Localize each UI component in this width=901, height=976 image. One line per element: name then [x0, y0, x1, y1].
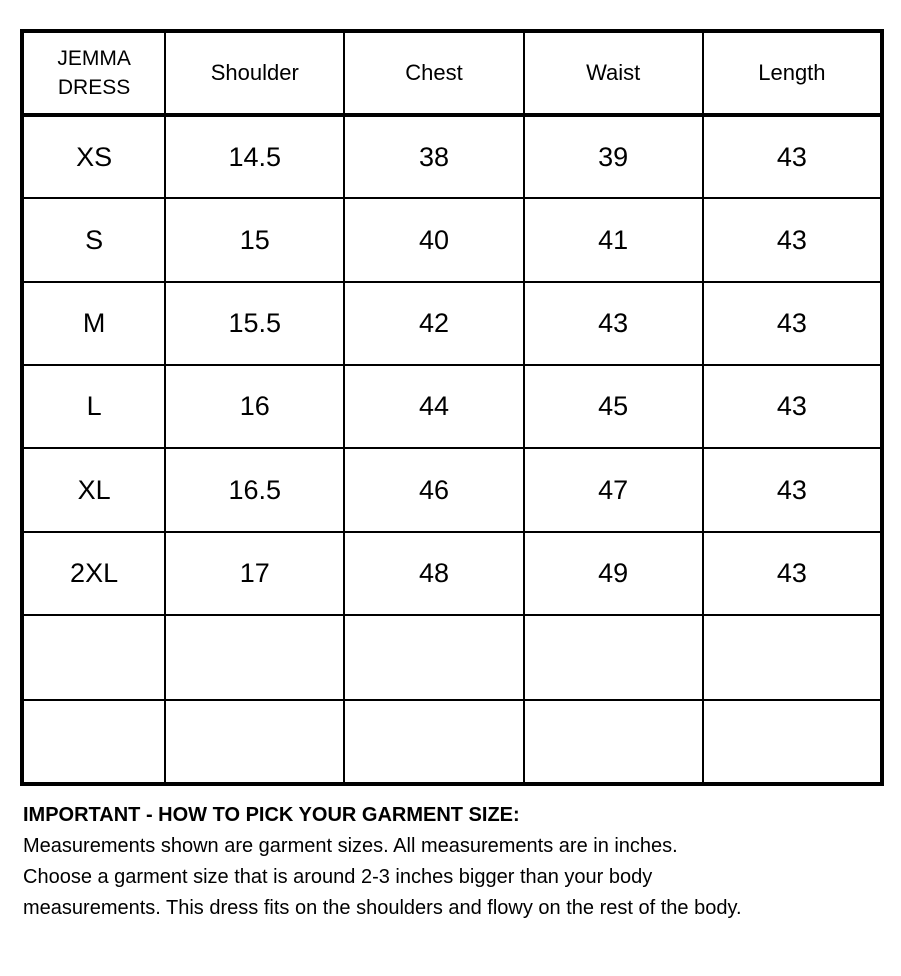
waist-cell: 41	[524, 198, 703, 281]
shoulder-cell: 16.5	[165, 448, 344, 531]
table-row	[22, 365, 882, 448]
product-name-line1: JEMMA	[57, 46, 131, 70]
product-name-header	[22, 31, 165, 115]
empty-cell	[22, 615, 165, 699]
length-cell: 43	[703, 532, 882, 615]
length-cell: 43	[703, 282, 882, 365]
size-cell: M	[22, 282, 165, 365]
shoulder-cell: 14.5	[165, 115, 344, 198]
notes-line: measurements. This dress fits on the shoulders and flowy on the rest of the body.	[23, 897, 742, 919]
size-cell: L	[22, 365, 165, 448]
chest-cell: 42	[344, 282, 523, 365]
column-header-length: Length	[703, 31, 882, 115]
sizing-notes	[23, 800, 883, 924]
length-cell: 43	[703, 448, 882, 531]
empty-table-row	[22, 615, 882, 699]
empty-cell	[524, 615, 703, 699]
waist-cell: 49	[524, 532, 703, 615]
empty-table-row	[22, 700, 882, 784]
chest-cell: 44	[344, 365, 523, 448]
size-cell: XL	[22, 448, 165, 531]
length-cell: 43	[703, 115, 882, 198]
shoulder-cell: 15.5	[165, 282, 344, 365]
column-header-waist: Waist	[524, 31, 703, 115]
empty-cell	[344, 615, 523, 699]
notes-line: Measurements shown are garment sizes. All measurements are in inches.	[23, 835, 678, 857]
chest-cell: 38	[344, 115, 523, 198]
empty-cell	[22, 700, 165, 784]
length-cell: 43	[703, 198, 882, 281]
empty-cell	[524, 700, 703, 784]
shoulder-cell: 15	[165, 198, 344, 281]
table-row	[22, 448, 882, 531]
chest-cell: 40	[344, 198, 523, 281]
waist-cell: 39	[524, 115, 703, 198]
shoulder-cell: 16	[165, 365, 344, 448]
table-row	[22, 198, 882, 281]
table-row	[22, 282, 882, 365]
size-cell: S	[22, 198, 165, 281]
notes-line: Choose a garment size that is around 2-3 inches bigger than your body	[23, 866, 653, 888]
column-header-shoulder: Shoulder	[165, 31, 344, 115]
waist-cell: 45	[524, 365, 703, 448]
chest-cell: 46	[344, 448, 523, 531]
size-cell: XS	[22, 115, 165, 198]
empty-cell	[165, 700, 344, 784]
size-chart-table	[20, 29, 884, 786]
empty-cell	[165, 615, 344, 699]
product-name-line2: DRESS	[57, 76, 131, 99]
table-header-row	[22, 31, 882, 115]
waist-cell: 47	[524, 448, 703, 531]
table-row	[22, 115, 882, 198]
column-header-chest: Chest	[344, 31, 523, 115]
empty-cell	[703, 615, 882, 699]
empty-cell	[344, 700, 523, 784]
size-cell: 2XL	[22, 532, 165, 615]
shoulder-cell: 17	[165, 532, 344, 615]
empty-cell	[703, 700, 882, 784]
table-row	[22, 532, 882, 615]
length-cell: 43	[703, 365, 882, 448]
chest-cell: 48	[344, 532, 523, 615]
notes-heading: IMPORTANT - HOW TO PICK YOUR GARMENT SIZE:	[23, 804, 520, 826]
waist-cell: 43	[524, 282, 703, 365]
